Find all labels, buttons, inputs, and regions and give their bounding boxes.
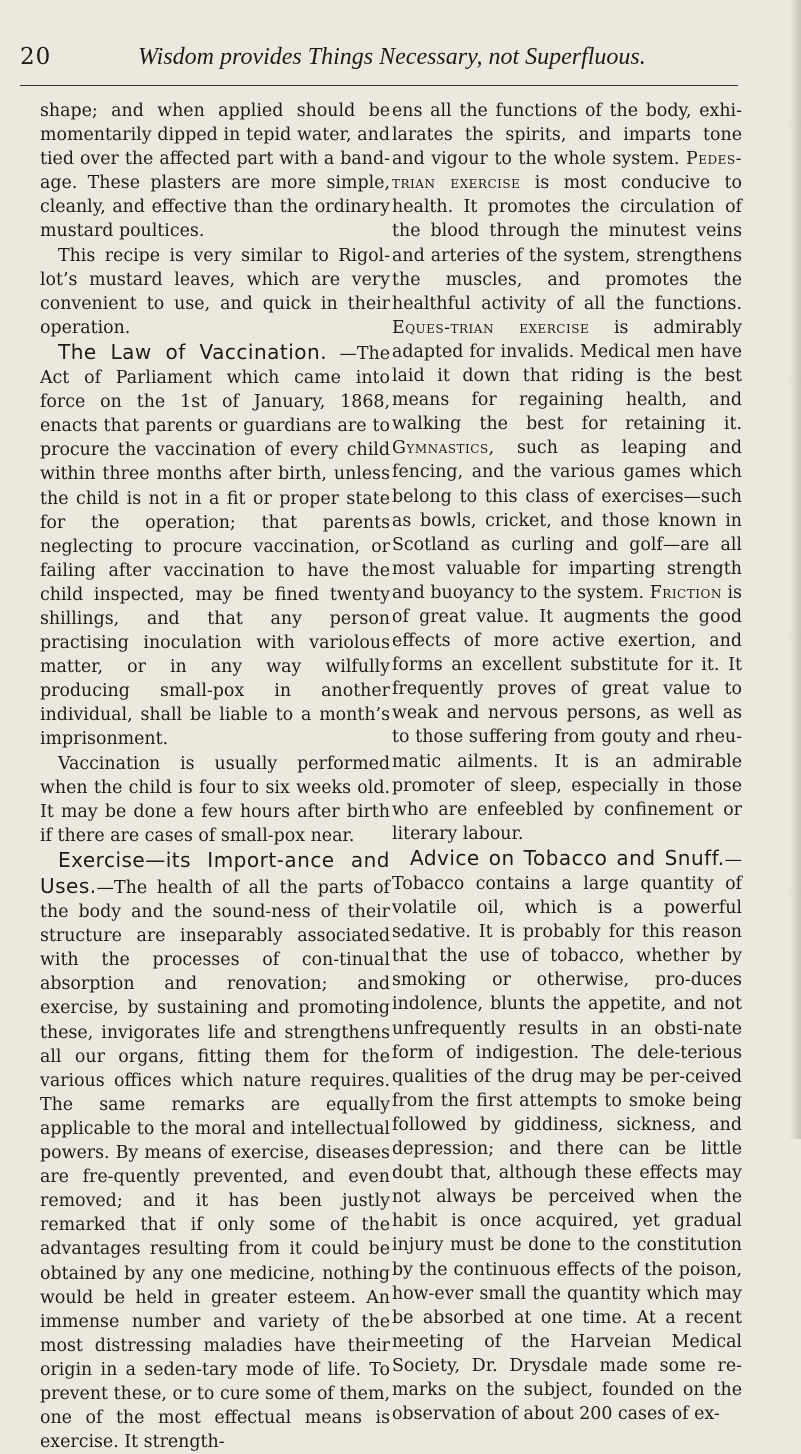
paragraph-text: —The health of all the parts of the body and the sound-ness of their structure are inseparably associated with the processes of con-tinual absorption and renovation; and exercise, by sustaining and promoting these, invigorates life and strengthens all our organs, fitting them for the various offices which nature requires. The same remarks are equally applicable to the moral and intellectual powers. By means of exercise, diseases are fre-quently prevented, and even removed; and it has been justly remarked that if only some of the advantages resulting from it could be obtained by any one medicine, nothing would be held in greater esteem. An immense number and variety of the most distressing maladies have their origin in a seden-tary mode of life. To prevent these, or to cure some of them, one of the most effectual means is exercise. It strength- [40,878,390,1453]
paragraph-text: ens all the functions of the body, exhi-larates the spirits, and imparts tone and vigour to the whole system. [392,101,742,170]
paragraph [40,340,390,752]
paragraph [40,244,390,340]
paragraph-text: shape; and when applied should be momentarily dipped in tepid water, and tied over the affected part with a band-age. These plasters are more simple, cleanly, and effective than the ordinary mustard poultices. [40,101,390,242]
paragraph [392,99,742,846]
right-column [392,99,742,1426]
paragraph-text: — Tobacco contains a large quantity of volatile oil, which is a powerful sedative. It is probably for this reason that the use of tobacco, whether by smoking or otherwise, pro-duces indolence, blunts the appetite, and not unfrequently results in an obsti-nate form of indigestion. The dele-terious qualities of the drug may be per-ceived from the first attempts to smoke being followed by giddiness, sickness, and depression; and there can be little doubt that, although these effects may not always be perceived when the habit is once acquired, yet gradual injury must be done to the constitution by the continuous effects of the poison, how-ever small the quantity which may be absorbed at one time. At a recent meeting of the Harveian Medical Society, Dr. Drysdale made some re-marks on the subject, founded on the observation of about 200 cases of ex- [392,849,742,1425]
small-caps-term: Gymnastics, [392,438,495,459]
paragraph-text: is admirably adapted for invalids. Medical men have laid it down that riding is the best means for regaining health, and walking the best for retaining it. [392,317,742,435]
section-heading-vaccination: The Law of Vaccination. [58,339,328,364]
paragraph-text: —The Act of Parliament which came into force on the 1st of January, 1868, enacts that parents or guardians are to procure the vaccination of every child within three months after birth, unless the child is not in a fit or proper state for the operation; that parents neglecting to procure vaccination, or failing after vaccination to have the child inspected, may be fined twenty shillings, and that any person practising inoculation with variolous matter, or in any way wilfully producing small-pox in another individual, shall be liable to a month’s imprisonment. [40,343,391,750]
small-caps-term: Friction [649,582,722,603]
paragraph-text: Vaccination is usually performed when the child is four to six weeks old. It may be done a few hours after birth if there are cases of small-pox near. [40,753,390,846]
small-caps-term: Eques-trian exercise [392,317,590,338]
paragraph [392,846,742,1426]
left-column [40,99,390,1454]
page-edge-shadow [789,0,801,1139]
running-title: Wisdom provides Things Necessary, not Superfluous. [138,44,646,70]
paragraph-text: such as leaping and fencing, and the various games which belong to this class of exercises—such as bowls, cricket, and those known in Scotland as curling and golf—are all most valuable for imparting strength and buoyancy to the system. [392,438,742,603]
header-rule [20,85,738,86]
paragraph [40,752,390,848]
paragraph [40,99,390,244]
small-caps-term: Pedes-trian exercise [392,149,742,194]
section-heading-exercise: Exercise—its Import-ance and Uses. [40,847,390,898]
page-number: 20 [20,44,52,70]
page-header [20,44,740,84]
paragraph-text: is of great value. It augments the good effects of more active exertion, and forms an excellent substitute for it. It frequently proves of great value to weak and nervous persons, as well as to those suffering from gouty and rheu-matic ailments. It is an admirable promoter of sleep, especially in those who are enfeebled by confinement or literary labour. [392,582,742,844]
section-heading-tobacco: Advice on Tobacco and Snuff. [410,845,725,870]
paragraph [40,848,390,1454]
paragraph-text: This recipe is very similar to Rigol-lot’s mustard leaves, which are very convenient to use, and quick in their operation. [40,245,390,338]
paragraph-text: is most conducive to health. It promotes the circulation of the blood through the minutest veins and arteries of the system, strengthens the muscles, and promotes the healthful activity of all the functions. [392,173,742,314]
